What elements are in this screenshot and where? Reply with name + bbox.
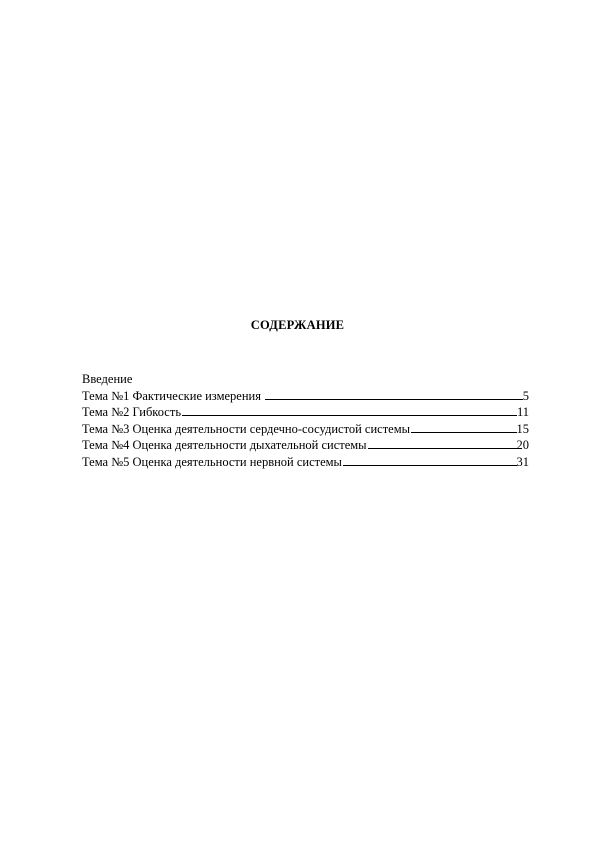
toc-intro xyxy=(82,371,529,388)
toc-intro-label: Введение xyxy=(82,372,133,386)
toc-entry-page: 15 xyxy=(516,421,529,436)
toc-leader-line xyxy=(343,465,517,466)
toc-entry-title: Тема №1 Фактические измерения xyxy=(82,388,261,403)
toc-entry-title: Тема №5 Оценка деятельности нервной системы xyxy=(82,454,342,469)
toc-leader-line xyxy=(411,432,516,433)
toc-entry-title: Тема №4 Оценка деятельности дыхательной системы xyxy=(82,438,367,453)
toc-entry-page: 31 xyxy=(516,454,529,469)
toc-entry xyxy=(82,437,529,454)
page-title: СОДЕРЖАНИЕ xyxy=(250,318,345,332)
toc-entry xyxy=(82,388,529,405)
table-of-contents xyxy=(82,371,529,471)
toc-leader-line xyxy=(182,415,517,416)
toc-entry-title: Тема №3 Оценка деятельности сердечно-сосудистой системы xyxy=(82,421,411,436)
toc-entry xyxy=(82,421,529,438)
toc-entry-title: Тема №2 Гибкость xyxy=(82,405,182,420)
toc-entry xyxy=(82,454,529,471)
toc-entry xyxy=(82,404,529,421)
toc-entry-page: 5 xyxy=(522,388,529,403)
toc-entry-page: 11 xyxy=(516,405,529,420)
toc-entry-page: 20 xyxy=(516,438,529,453)
toc-leader-line xyxy=(265,399,523,400)
toc-leader-line xyxy=(368,448,517,449)
